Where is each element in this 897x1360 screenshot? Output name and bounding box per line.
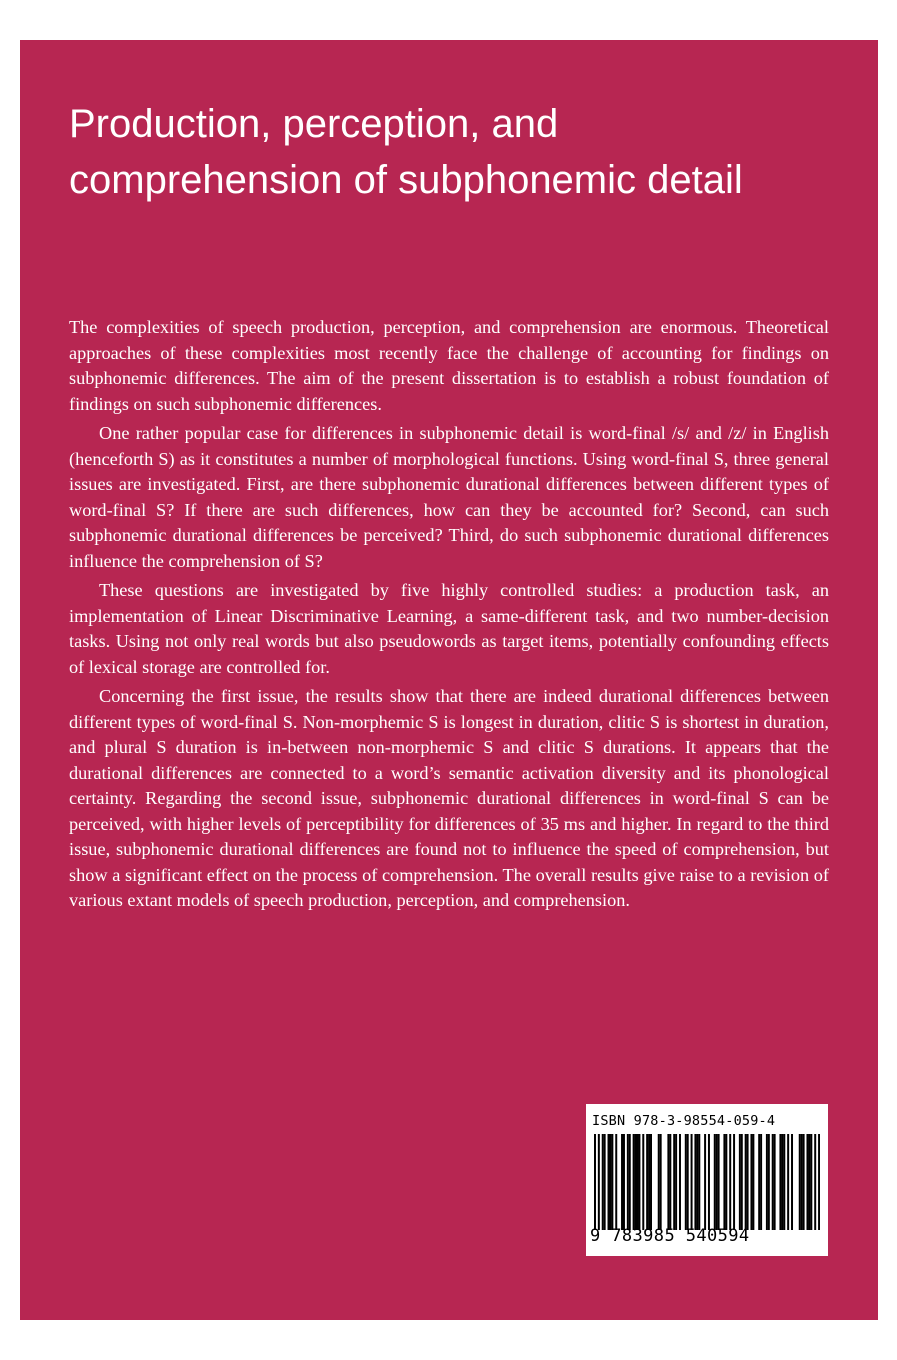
barcode-bar	[766, 1134, 768, 1230]
barcode-bar	[627, 1134, 629, 1230]
barcode-bar	[714, 1134, 716, 1230]
barcode-bar	[698, 1134, 700, 1230]
barcode-bar	[801, 1134, 803, 1230]
barcode-bar	[791, 1134, 793, 1230]
barcode-bar	[646, 1134, 648, 1230]
barcode-bar	[667, 1134, 669, 1230]
barcode-bar	[774, 1134, 776, 1230]
barcode-bar	[608, 1134, 610, 1230]
barcode-bar	[747, 1134, 749, 1230]
isbn-label: ISBN 978-3-98554-059-4	[592, 1113, 776, 1129]
barcode-bar	[633, 1134, 635, 1230]
barcode-bar	[673, 1134, 675, 1230]
barcode-bar	[637, 1134, 639, 1230]
barcode-bar	[787, 1134, 789, 1230]
barcode-bar	[669, 1134, 671, 1230]
barcode-bar	[604, 1134, 606, 1230]
barcode-bar	[758, 1134, 760, 1230]
ean-digits: 9 783985 540594	[590, 1226, 750, 1246]
abstract-text	[69, 315, 829, 914]
barcode-bar	[675, 1134, 677, 1230]
barcode-bar	[799, 1134, 801, 1230]
barcode-bar	[609, 1134, 611, 1230]
barcode-bar	[818, 1134, 820, 1230]
barcode-bar	[650, 1134, 652, 1230]
barcode-bar	[611, 1134, 613, 1230]
barcode-bar	[679, 1134, 681, 1230]
barcode-bar	[594, 1134, 596, 1230]
barcode-bar	[642, 1134, 644, 1230]
barcode-bar	[638, 1134, 640, 1230]
barcode-bar	[783, 1134, 785, 1230]
barcode-bar	[635, 1134, 637, 1230]
barcode-bar	[687, 1134, 689, 1230]
abstract-paragraph-2: One rather popular case for differences in subphonemic detail is word-final /s/ and /z/ in English (henceforth S) as it constitutes a number of morphological functions. Using word-final S, three general issues are investigated. First, are there subphonemic durational differences between different types of word-final S? If there are such differences, how can they be accounted for? Second, can such subphonemic durational differences be perceived? Third, do such subphonemic durational differences influence the comprehension of S?	[69, 423, 829, 571]
barcode-bar	[621, 1134, 623, 1230]
barcode-bar	[729, 1134, 731, 1230]
barcode-bar	[752, 1134, 754, 1230]
barcode-bar	[760, 1134, 762, 1230]
barcode-bar	[806, 1134, 808, 1230]
abstract-paragraph-4: Concerning the first issue, the results show that there are indeed durational differences between different types of word-final S. Non-morphemic S is longest in duration, clitic S is shortest in duration, and plural S duration is in-between non-morphemic S and clitic S durations. It appears that the durational differences are connected to a word’s semantic activation diversity and its phonological certainty. Regarding the second issue, subphonemic durational differences in word-final S can be perceived, with higher levels of perceptibility for differences of 35 ms and higher. In regard to the third issue, subphonemic durational differences are found not to influence the speed of comprehension, but show a significant effect on the process of comprehension. The overall results give raise to a revision of various extant models of speech production, perception, and comprehension.	[69, 686, 829, 910]
barcode-bar	[810, 1134, 812, 1230]
barcode-bar	[745, 1134, 747, 1230]
barcode-bar	[725, 1134, 727, 1230]
back-cover	[20, 40, 878, 1320]
barcode-bar	[696, 1134, 698, 1230]
barcode-bar	[779, 1134, 781, 1230]
barcode-bar	[602, 1134, 604, 1230]
barcode-bar	[781, 1134, 783, 1230]
barcode-bar	[658, 1134, 660, 1230]
barcode-bar	[718, 1134, 720, 1230]
barcode-bar	[623, 1134, 625, 1230]
barcode-bar	[739, 1134, 741, 1230]
barcode-bar	[772, 1134, 774, 1230]
barcode-bar	[660, 1134, 662, 1230]
abstract-paragraph-1: The complexities of speech production, perception, and comprehension are enormous. Theoretical approaches of these complexities most recently face the challenge of accounting for findings on subphonemic differences. The aim of the present dissertation is to establish a robust foundation of findings on such subphonemic differences.	[69, 317, 829, 414]
book-title: Production, perception, and comprehension of subphonemic detail	[69, 102, 743, 202]
barcode-bar	[741, 1134, 743, 1230]
barcode-bar	[723, 1134, 725, 1230]
barcode-bar	[808, 1134, 810, 1230]
barcode-bar	[814, 1134, 816, 1230]
barcode-bar	[733, 1134, 735, 1230]
barcode-bar	[803, 1134, 805, 1230]
barcode-bar	[648, 1134, 650, 1230]
barcode-bar	[685, 1134, 687, 1230]
barcode-bars	[594, 1134, 820, 1230]
barcode-bar	[708, 1134, 710, 1230]
abstract-paragraph-3: These questions are investigated by five highly controlled studies: a production task, an implementation of Linear Discriminative Learning, a same-different task, and two number-decision tasks. Using not only real words but also pseudowords as target items, potentially confounding effects of lexical storage are controlled for.	[69, 580, 829, 677]
barcode-bar	[691, 1134, 693, 1230]
barcode-bar	[615, 1134, 617, 1230]
barcode-bar	[716, 1134, 718, 1230]
barcode-bar	[629, 1134, 631, 1230]
isbn-barcode	[586, 1104, 828, 1256]
barcode-bar	[694, 1134, 696, 1230]
barcode-bar	[768, 1134, 770, 1230]
barcode-bar	[598, 1134, 600, 1230]
barcode-bar	[704, 1134, 706, 1230]
barcode-bar	[750, 1134, 752, 1230]
